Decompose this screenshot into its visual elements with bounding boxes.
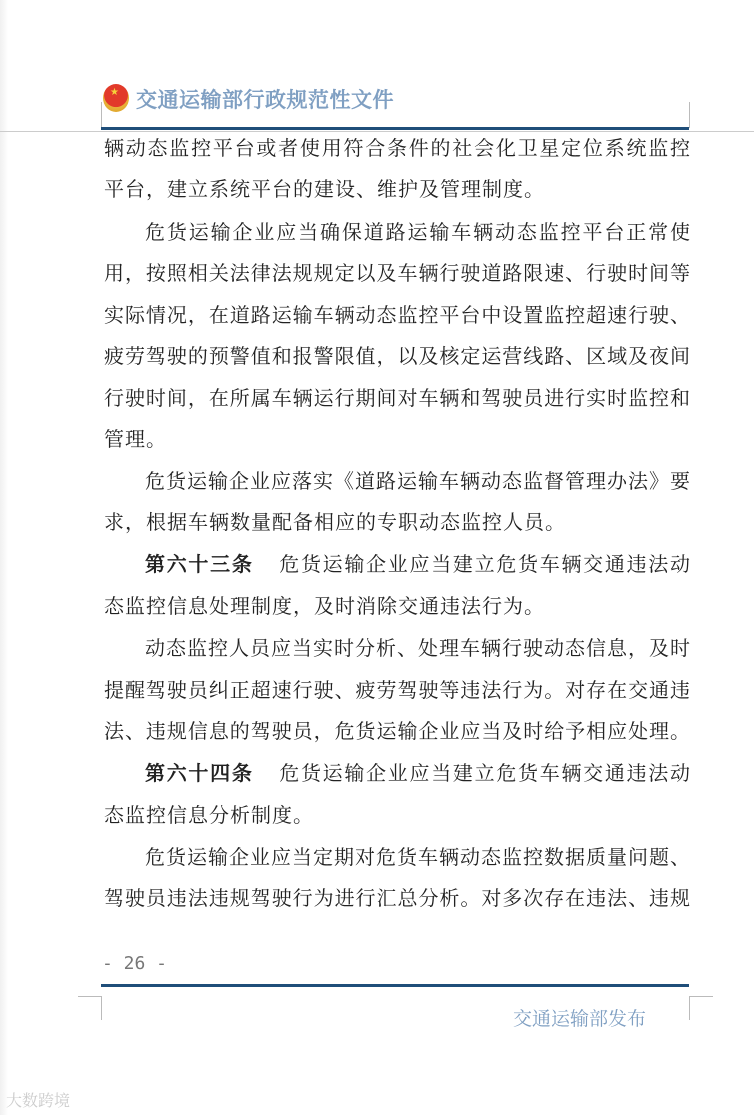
text-line: 动态监控人员应当实时分析、处理车辆行驶动态信息，及时 [145,636,690,660]
text-line: 用，按照相关法律法规规定以及车辆行驶道路限速、行驶时间等 [104,261,690,285]
text-line: 管理。 [104,427,167,451]
text-line: 态监控信息分析制度。 [104,803,314,827]
corner-mark [101,102,102,128]
watermark: 大数跨境 [6,1091,71,1110]
text-line: 提醒驾驶员纠正超速行驶、疲劳驾驶等违法行为。对存在交通违 [104,678,690,702]
footer-publisher: 交通运输部发布 [513,1008,647,1030]
text-line: 疲劳驾驶的预警值和报警限值，以及核定运营线路、区域及夜间 [104,344,690,368]
header-rule [101,127,689,130]
corner-mark [101,996,102,1020]
page-shadow [0,0,8,1115]
text-line: 驾驶员违法违规驾驶行为进行汇总分析。对多次存在违法、违规 [104,886,690,910]
corner-mark [689,996,713,997]
text-line: 平台，建立系统平台的建设、维护及管理制度。 [104,177,545,201]
text-line: 危货运输企业应当确保道路运输车辆动态监控平台正常使 [145,220,690,244]
text-line: 危货运输企业应当建立危货车辆交通违法动 [277,552,691,576]
national-emblem-icon [103,84,129,112]
text-line: 法、违规信息的驾驶员，危货运输企业应当及时给予相应处理。 [104,719,690,743]
article-64-line [145,758,690,788]
text-line: 辆动态监控平台或者使用符合条件的社会化卫星定位系统监控 [104,136,690,160]
article-63-heading: 第六十三条 [145,552,254,576]
page-number: - 26 - [102,953,168,974]
corner-mark [78,996,102,997]
text-line: 危货运输企业应落实《道路运输车辆动态监督管理办法》要 [145,469,690,493]
text-line: 危货运输企业应当建立危货车辆交通违法动 [277,761,691,785]
text-line: 态监控信息处理制度，及时消除交通违法行为。 [104,594,545,618]
text-line: 实际情况，在道路运输车辆动态监控平台中设置监控超速行驶、 [104,303,690,327]
page-divider [0,131,754,132]
corner-mark [689,996,690,1020]
corner-mark [689,102,690,128]
article-63-line [145,549,690,579]
text-line: 危货运输企业应当定期对危货车辆动态监控数据质量问题、 [145,845,690,869]
footer-rule [101,984,689,987]
article-64-heading: 第六十四条 [145,761,254,785]
header-title: 交通运输部行政规范性文件 [136,87,394,112]
text-line: 求，根据车辆数量配备相应的专职动态监控人员。 [104,510,566,534]
text-line: 行驶时间，在所属车辆运行期间对车辆和驾驶员进行实时监控和 [104,386,690,410]
